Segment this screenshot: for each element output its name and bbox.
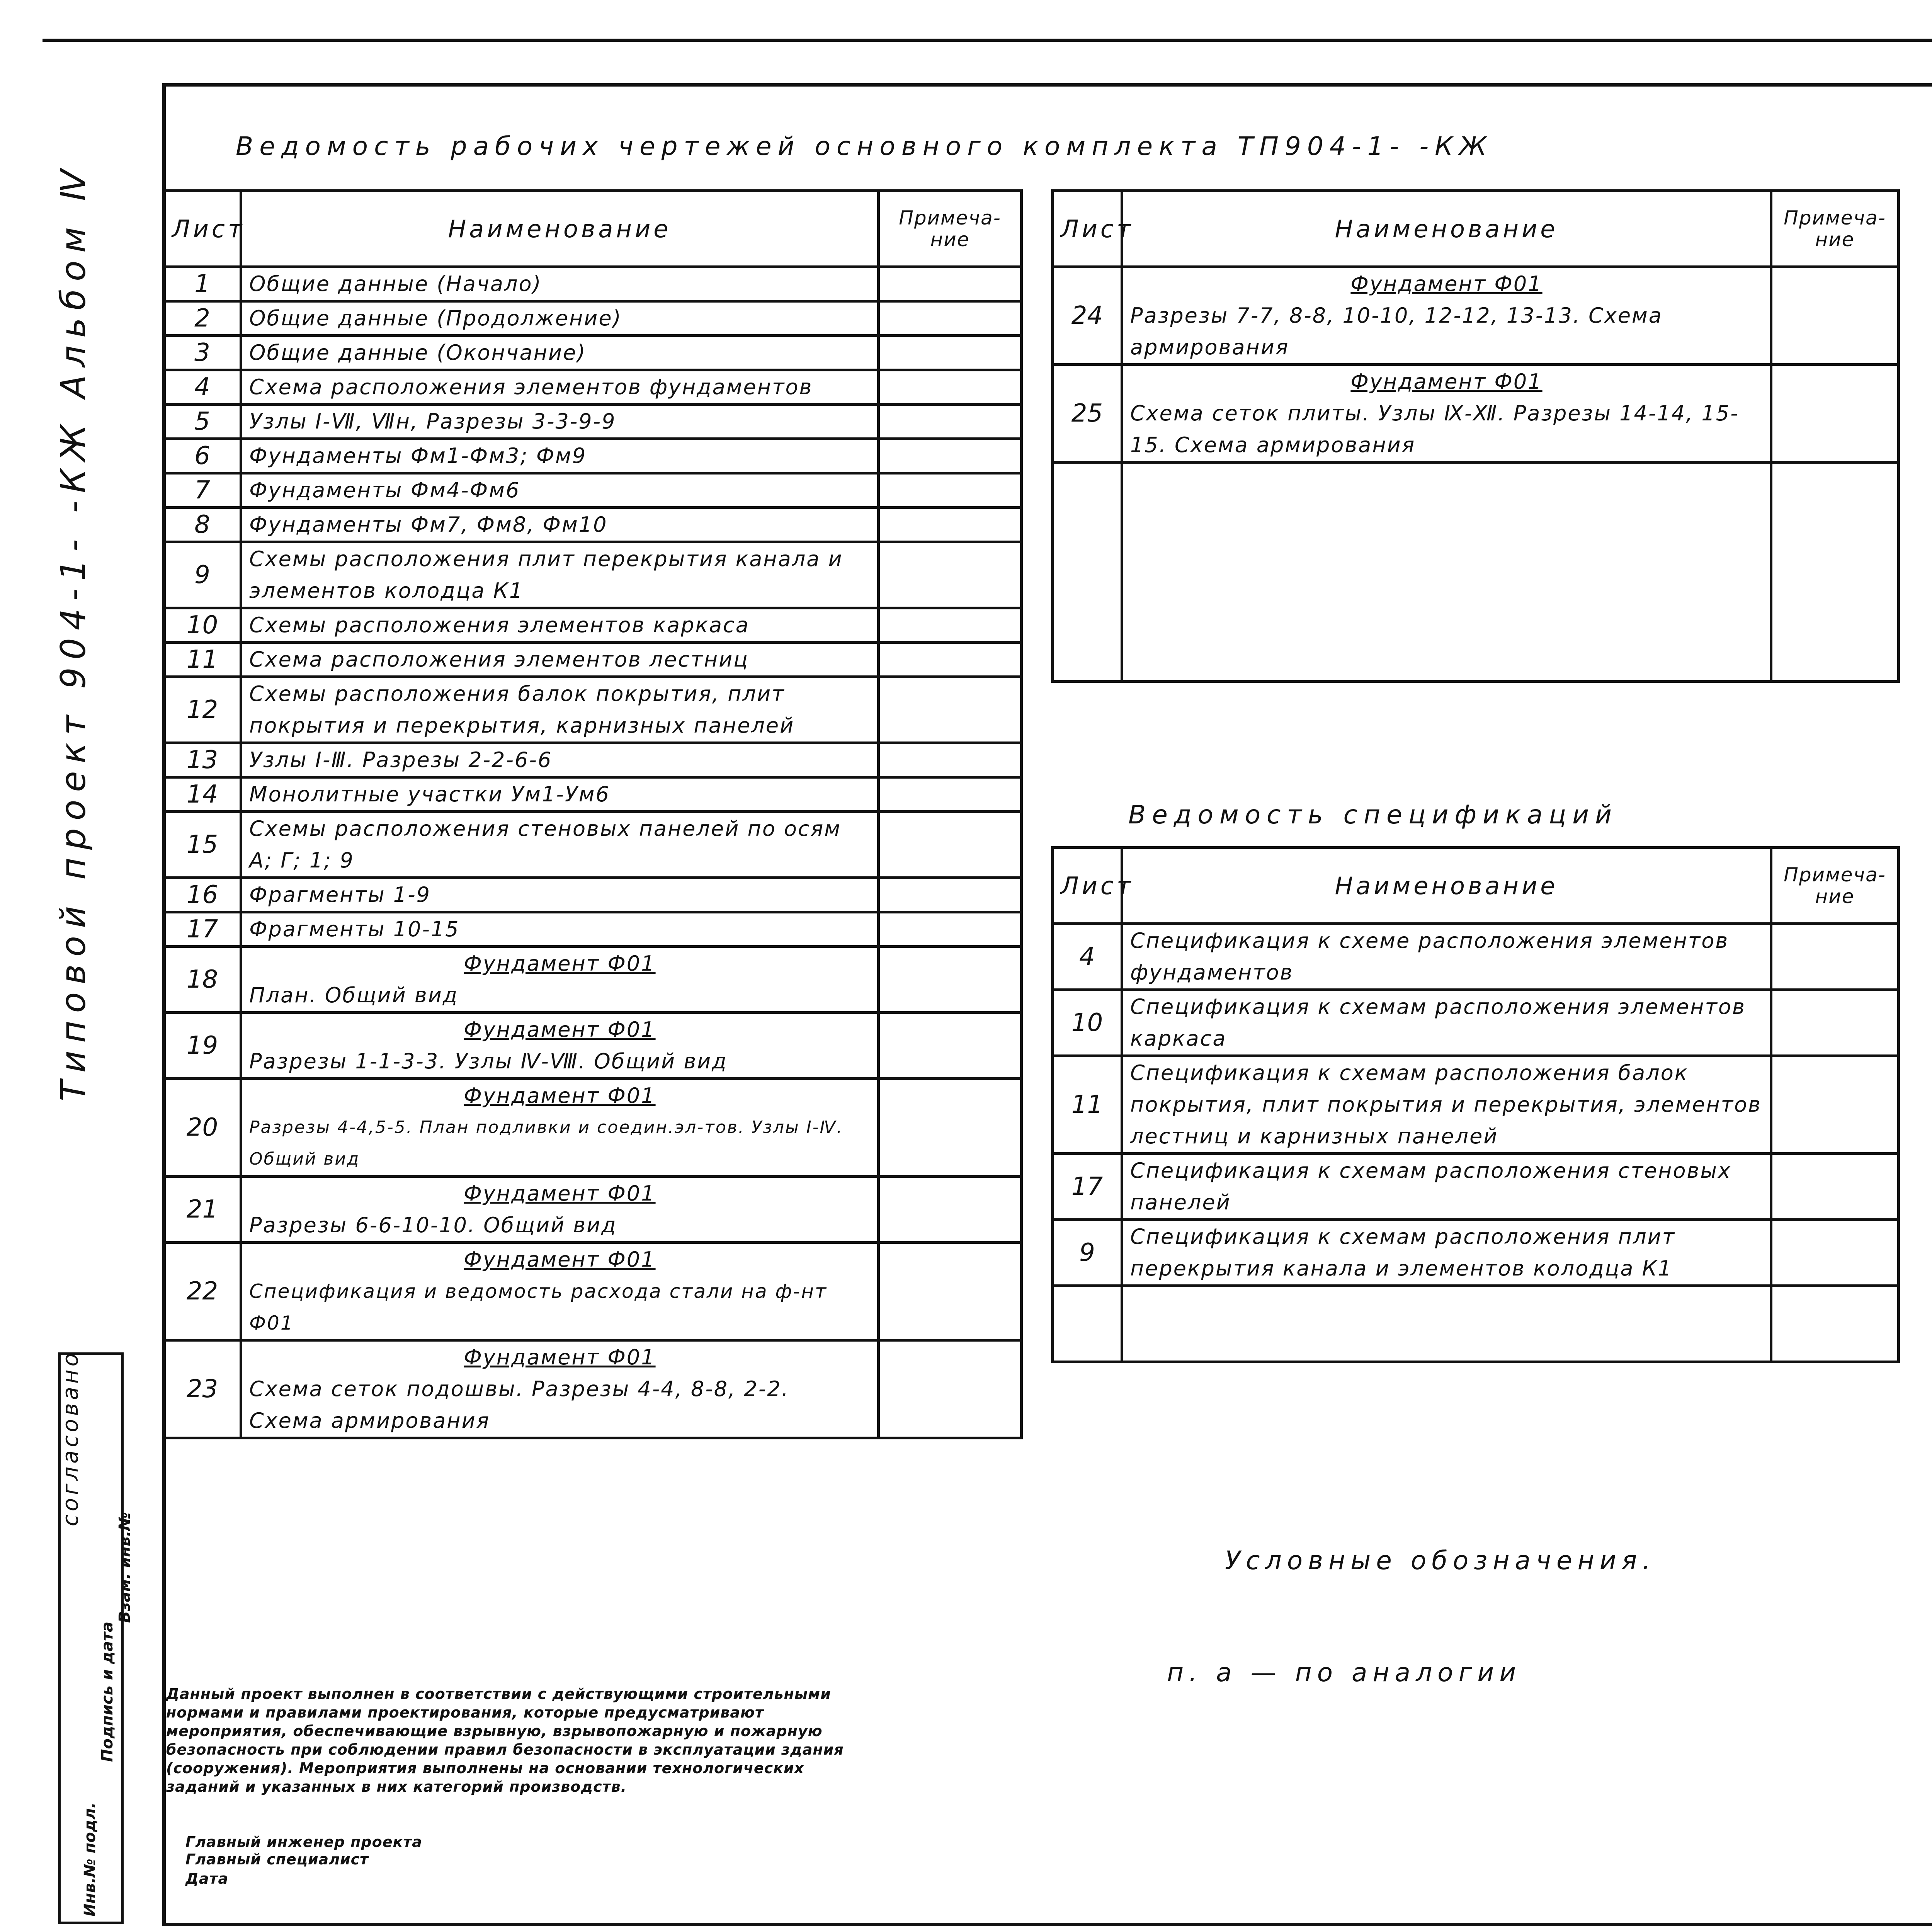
table-row: 11 Спецификация к схемам расположения балок покрытия, плит покрытия и перекрытия, элементов лестниц и карнизных панелей bbox=[1053, 1056, 1899, 1154]
legend-title: Условные обозначения. bbox=[1225, 1546, 1656, 1575]
stripe-label-replace: Взам. инв.№ bbox=[116, 1512, 134, 1623]
chief-engineer-label: Главный инженер проекта bbox=[185, 1833, 422, 1850]
table-row: 7 Фундаменты Фм4-Фм6 bbox=[164, 473, 1022, 508]
header-sheet: Лист bbox=[164, 191, 241, 267]
table-row: 18 Фундамент Ф01 План. Общий вид bbox=[164, 947, 1022, 1013]
safety-disclaimer: Данный проект выполнен в соответствии с действующими строительными нормами и правилами проектирования, которые предусматривают мероприятия, обеспечивающие взрывную, взрывопожарную и пожарную безопасность при соблюдении правил безопасности в эксплуатации здания (сооружения). Мероприятия выполнены на основании технологических заданий и указанных в них категорий производств. bbox=[166, 1685, 844, 1795]
table-row: 13 Узлы I-Ⅲ. Разрезы 2-2-6-6 bbox=[164, 743, 1022, 777]
table-row: 20 Фундамент Ф01 Разрезы 4-4,5-5. План подливки и соедин.эл-тов. Узлы I-Ⅳ. Общий вид bbox=[164, 1079, 1022, 1177]
table-row bbox=[1053, 1286, 1899, 1362]
date-label: Дата bbox=[185, 1870, 229, 1887]
spec-register-title: Ведомость спецификаций bbox=[1128, 800, 1618, 830]
table-row: 12 Схемы расположения балок покрытия, плит покрытия и перекрытия, карнизных панелей bbox=[164, 677, 1022, 743]
table-row: 21 Фундамент Ф01 Разрезы 6-6-10-10. Общий вид bbox=[164, 1177, 1022, 1243]
table-row: 23 Фундамент Ф01 Схема сеток подошвы. Разрезы 4-4, 8-8, 2-2. Схема армирования bbox=[164, 1340, 1022, 1438]
stripe-label-inv: Инв.№ подл. bbox=[81, 1802, 99, 1917]
header-name: Наименование bbox=[1122, 191, 1771, 267]
table-row: 25 Фундамент Ф01 Схема сеток плиты. Узлы Ⅸ-Ⅻ. Разрезы 14-14, 15-15. Схема армирования bbox=[1053, 365, 1899, 463]
legend-item: п. а — по аналогии bbox=[1167, 1658, 1522, 1687]
table-row: 2 Общие данные (Продолжение) bbox=[164, 301, 1022, 336]
header-note: Примеча-ние bbox=[1771, 848, 1899, 924]
main-register-right-table bbox=[1051, 189, 1900, 683]
table-row: 5 Узлы I-Ⅶ, Ⅶн, Разрезы 3-3-9-9 bbox=[164, 405, 1022, 439]
header-name: Наименование bbox=[241, 191, 879, 267]
album-vertical-title: Типовой проект 904-1- -КЖ Альбом Ⅳ bbox=[53, 162, 93, 1101]
header-sheet: Лист bbox=[1053, 848, 1122, 924]
header-note: Примеча-ние bbox=[1771, 191, 1899, 267]
table-header-row bbox=[1053, 848, 1899, 924]
table-row: 1 Общие данные (Начало) bbox=[164, 267, 1022, 301]
main-register-title: Ведомость рабочих чертежей основного комплекта ТП904-1- -КЖ bbox=[236, 131, 1493, 161]
table-row bbox=[1053, 463, 1899, 682]
table-row: 24 Фундамент Ф01 Разрезы 7-7, 8-8, 10-10, 12-12, 13-13. Схема армирования bbox=[1053, 267, 1899, 365]
table-row: 4 Спецификация к схеме расположения элементов фундаментов bbox=[1053, 924, 1899, 990]
main-register-left-table bbox=[162, 189, 1023, 1439]
table-row: 9 Спецификация к схемам расположения плит перекрытия канала и элементов колодца К1 bbox=[1053, 1220, 1899, 1286]
table-row: 15 Схемы расположения стеновых панелей по осям А; Г; 1; 9 bbox=[164, 812, 1022, 878]
table-header-row bbox=[164, 191, 1022, 267]
table-row: 8 Фундаменты Фм7, Фм8, Фм10 bbox=[164, 508, 1022, 542]
table-row: 3 Общие данные (Окончание) bbox=[164, 336, 1022, 370]
table-row: 19 Фундамент Ф01 Разрезы 1-1-3-3. Узлы Ⅳ-Ⅷ. Общий вид bbox=[164, 1013, 1022, 1079]
top-border-line bbox=[43, 39, 1932, 42]
table-row: 9 Схемы расположения плит перекрытия канала и элементов колодца К1 bbox=[164, 542, 1022, 608]
table-row: 11 Схема расположения элементов лестниц bbox=[164, 643, 1022, 677]
table-row: 10 Спецификация к схемам расположения элементов каркаса bbox=[1053, 990, 1899, 1056]
chief-specialist-label: Главный специалист bbox=[185, 1851, 369, 1868]
table-row: 17 Спецификация к схемам расположения стеновых панелей bbox=[1053, 1154, 1899, 1220]
table-header-row bbox=[1053, 191, 1899, 267]
table-row: 10 Схемы расположения элементов каркаса bbox=[164, 608, 1022, 643]
header-sheet: Лист bbox=[1053, 191, 1122, 267]
header-name: Наименование bbox=[1122, 848, 1771, 924]
spec-register-table bbox=[1051, 846, 1900, 1363]
header-note: Примеча-ние bbox=[879, 191, 1022, 267]
agreed-label: согласовано bbox=[58, 1350, 83, 1526]
table-row: 14 Монолитные участки Ум1-Ум6 bbox=[164, 777, 1022, 812]
stripe-label-sign: Подпись и дата bbox=[99, 1621, 116, 1762]
table-row: 17 Фрагменты 10-15 bbox=[164, 912, 1022, 947]
table-row: 4 Схема расположения элементов фундаментов bbox=[164, 370, 1022, 405]
table-row: 6 Фундаменты Фм1-Фм3; Фм9 bbox=[164, 439, 1022, 473]
table-row: 22 Фундамент Ф01 Спецификация и ведомость расхода стали на ф-нт Ф01 bbox=[164, 1243, 1022, 1340]
table-row: 16 Фрагменты 1-9 bbox=[164, 878, 1022, 912]
